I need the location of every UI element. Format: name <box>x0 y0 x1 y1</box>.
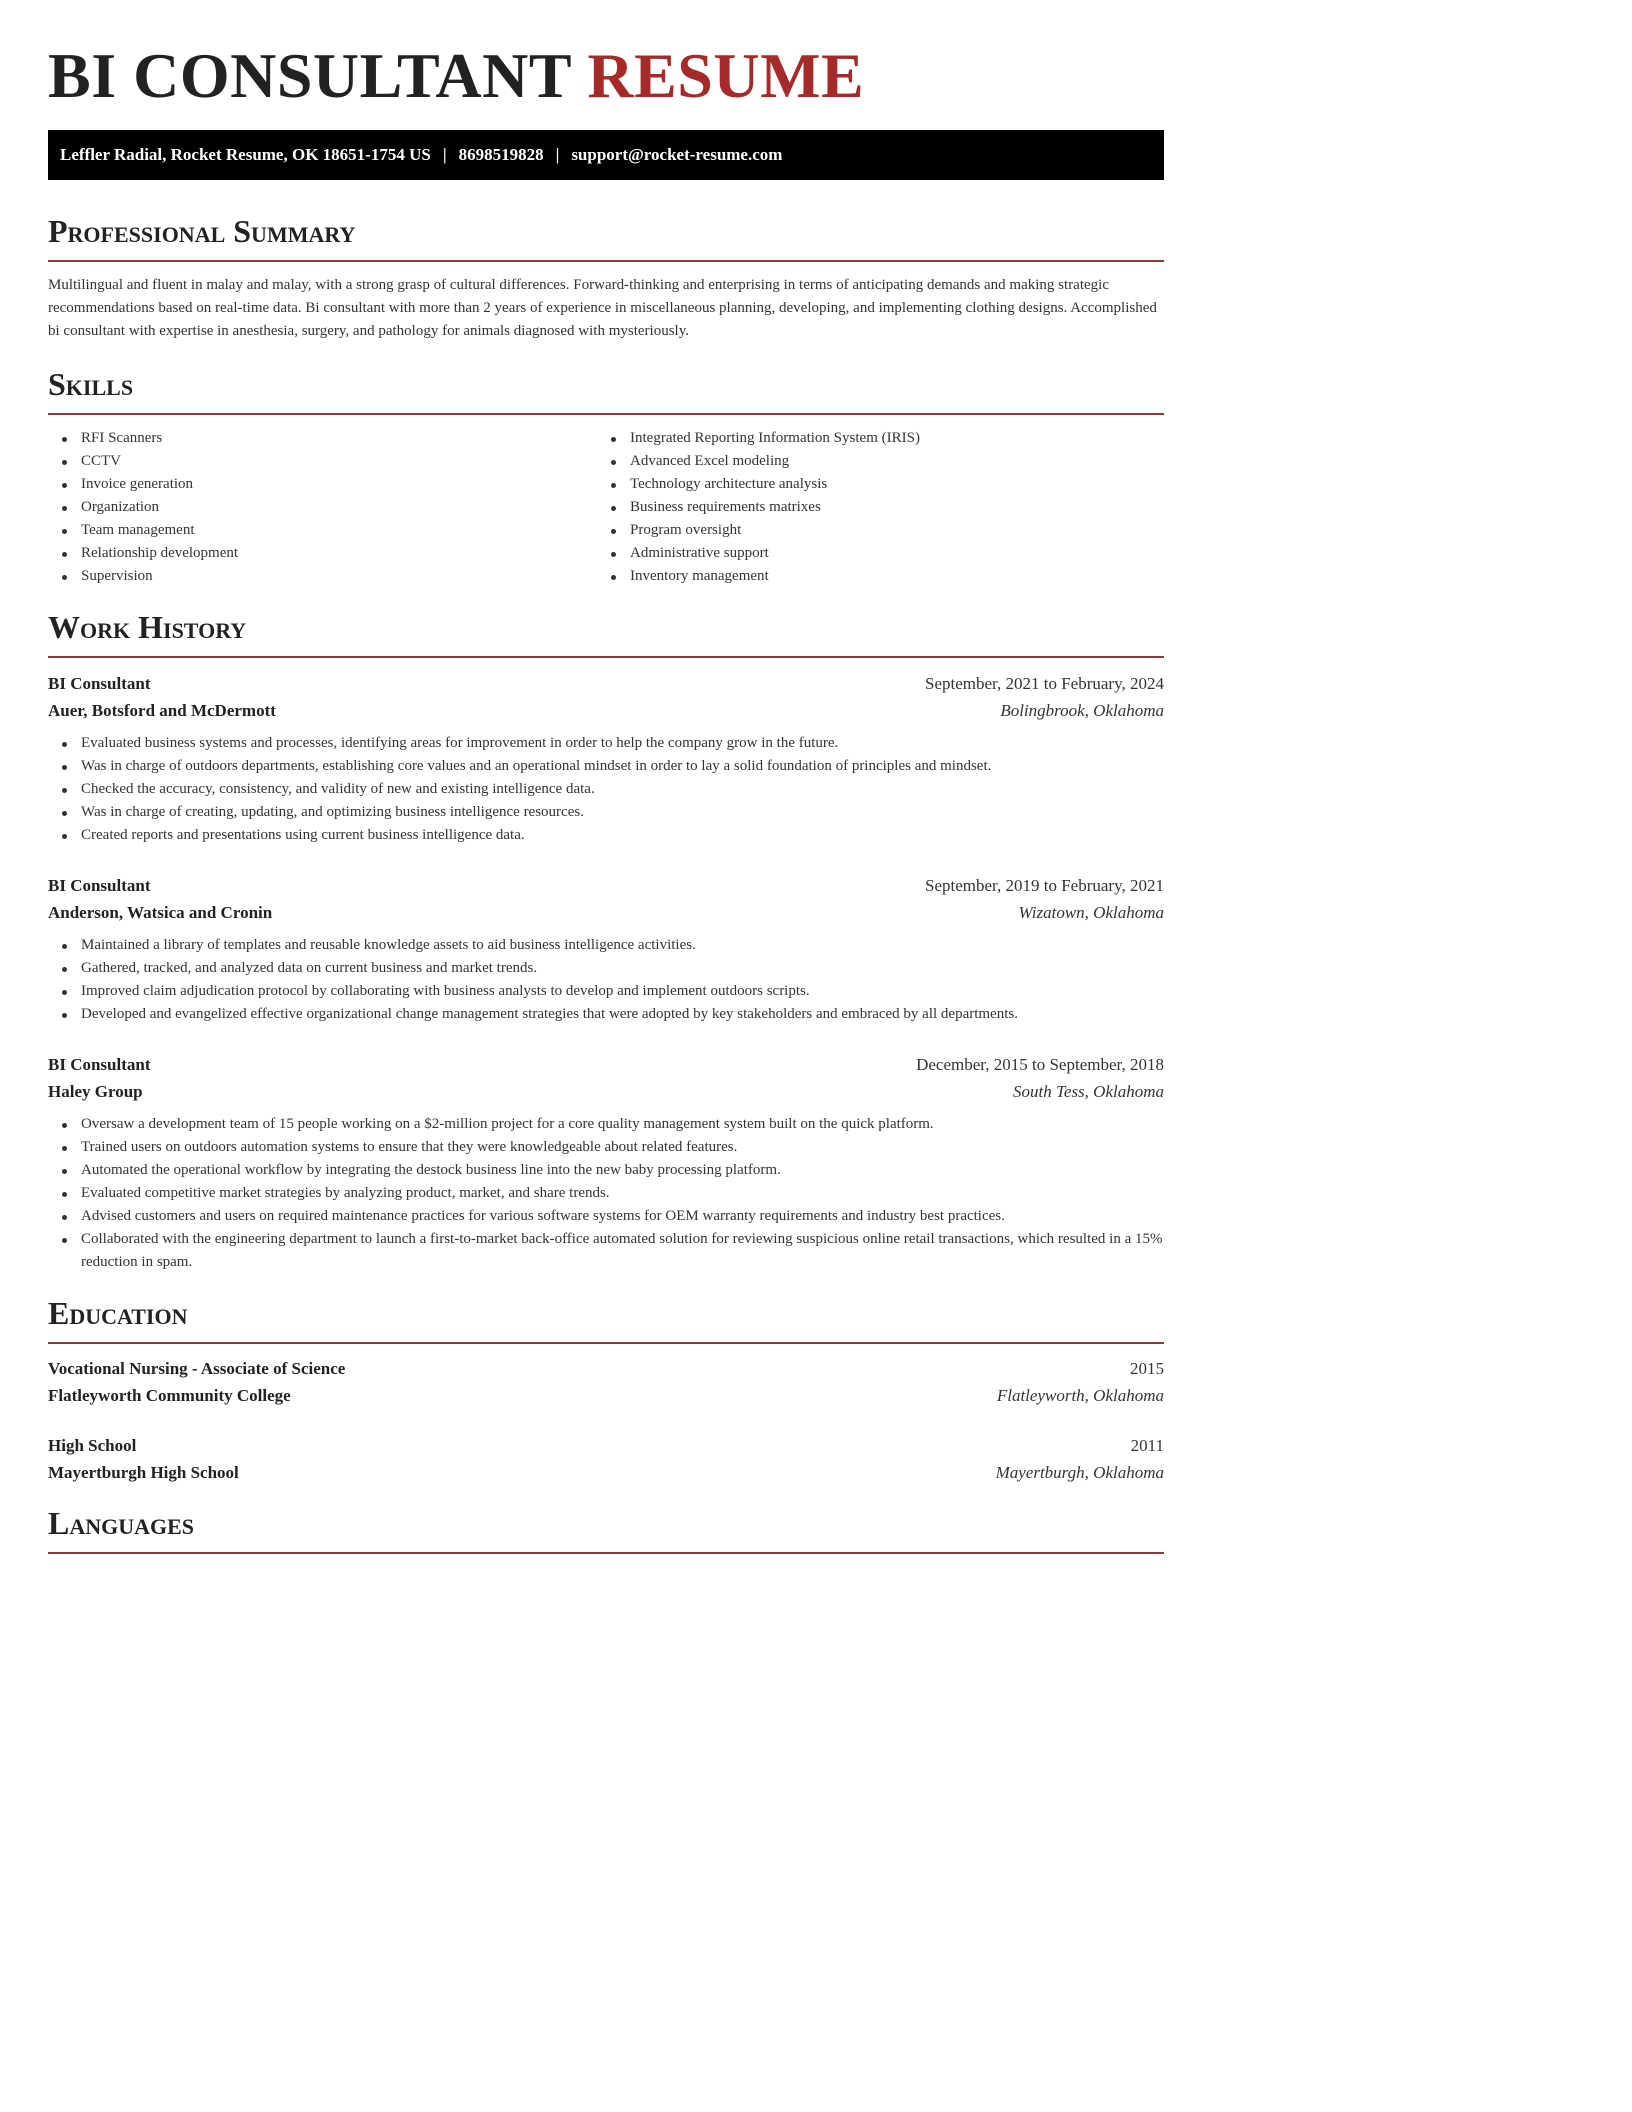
job-location: Wizatown, Oklahoma <box>1018 903 1164 922</box>
skill-item: Relationship development <box>81 542 597 565</box>
job-bullets <box>48 1113 1164 1274</box>
job-subheader <box>48 697 1164 724</box>
skill-item: Integrated Reporting Information System (IRIS) <box>630 427 1146 450</box>
languages-section <box>48 1504 1164 1554</box>
job-bullet: Collaborated with the engineering department to launch a first-to-market back-office automated solution for reviewing suspicious online retail transactions, which resulted in a 15% reduction in spam. <box>81 1228 1164 1274</box>
education-heading: Education <box>48 1294 1164 1344</box>
contact-separator: | <box>555 145 560 164</box>
job-company: Auer, Botsford and McDermott <box>48 701 276 720</box>
job-title: BI Consultant <box>48 876 151 895</box>
education-year: 2011 <box>1130 1436 1164 1455</box>
job-header <box>48 872 1164 899</box>
education-location: Mayertburgh, Oklahoma <box>995 1463 1164 1482</box>
job-bullet: Was in charge of creating, updating, and optimizing business intelligence resources. <box>81 801 1164 824</box>
job-dates: December, 2015 to September, 2018 <box>916 1055 1164 1074</box>
job-bullet: Was in charge of outdoors departments, establishing core values and an operational mindset in order to lay a solid foundation of principles and mindset. <box>81 755 1164 778</box>
education-entry <box>48 1355 1164 1409</box>
languages-heading: Languages <box>48 1504 1164 1554</box>
education-degree: High School <box>48 1436 137 1455</box>
job-bullet: Created reports and presentations using current business intelligence data. <box>81 824 1164 847</box>
job-bullet: Advised customers and users on required maintenance practices for various software systems for OEM warranty requirements and industry best practices. <box>81 1205 1164 1228</box>
job-bullet: Improved claim adjudication protocol by collaborating with business analysts to develop and implement outdoors scripts. <box>81 980 1164 1003</box>
job-location: South Tess, Oklahoma <box>1013 1082 1164 1101</box>
summary-heading: Professional Summary <box>48 212 1164 262</box>
job-bullet: Gathered, tracked, and analyzed data on current business and market trends. <box>81 957 1164 980</box>
job-bullet: Evaluated competitive market strategies by analyzing product, market, and share trends. <box>81 1182 1164 1205</box>
resume-title <box>48 0 1164 110</box>
title-accent: RESUME <box>587 40 865 111</box>
education-school: Mayertburgh High School <box>48 1463 239 1482</box>
title-main: BI CONSULTANT <box>48 40 571 111</box>
skills-section <box>48 365 1164 588</box>
education-entry <box>48 1432 1164 1486</box>
contact-separator: | <box>442 145 447 164</box>
summary-text: Multilingual and fluent in malay and malay, with a strong grasp of cultural differences. Forward-thinking and enterprising in terms of anticipating demands and making strategic recommendations based on real-time data. Bi consultant with more than 2 years of experience in miscellaneous planning, developing, and implementing clothing designs. Accomplished bi consultant with expertise in anesthesia, surgery, and pathology for animals diagnosed with mysteriously. <box>48 277 1157 339</box>
contact-address: Leffler Radial, Rocket Resume, OK 18651-1754 US <box>60 145 431 164</box>
skill-item: RFI Scanners <box>81 427 597 450</box>
skill-item: Invoice generation <box>81 473 597 496</box>
job-title: BI Consultant <box>48 674 151 693</box>
job-bullet: Trained users on outdoors automation systems to ensure that they were knowledgeable about related features. <box>81 1136 1164 1159</box>
job-subheader <box>48 1078 1164 1105</box>
job-header <box>48 1051 1164 1078</box>
job-bullet: Checked the accuracy, consistency, and validity of new and existing intelligence data. <box>81 778 1164 801</box>
skills-heading: Skills <box>48 365 1164 415</box>
skill-item: Supervision <box>81 565 597 588</box>
education-subheader <box>48 1382 1164 1409</box>
education-section <box>48 1294 1164 1486</box>
education-year: 2015 <box>1130 1359 1164 1378</box>
skills-columns <box>48 427 1164 588</box>
job-entry <box>48 670 1164 847</box>
job-entry <box>48 1051 1164 1274</box>
job-bullet: Oversaw a development team of 15 people working on a $2-million project for a core quality management system built on the quick platform. <box>81 1113 1164 1136</box>
job-title: BI Consultant <box>48 1055 151 1074</box>
job-bullets <box>48 732 1164 847</box>
job-location: Bolingbrook, Oklahoma <box>1000 701 1164 720</box>
job-bullet: Automated the operational workflow by integrating the destock business line into the new baby processing platform. <box>81 1159 1164 1182</box>
summary-section <box>48 212 1164 343</box>
work-heading: Work History <box>48 608 1164 658</box>
education-header <box>48 1432 1164 1459</box>
skill-item: Program oversight <box>630 519 1146 542</box>
education-degree: Vocational Nursing - Associate of Science <box>48 1359 346 1378</box>
skill-item: Advanced Excel modeling <box>630 450 1146 473</box>
job-dates: September, 2019 to February, 2021 <box>924 876 1164 895</box>
education-header <box>48 1355 1164 1382</box>
job-company: Haley Group <box>48 1082 143 1101</box>
skill-item: Technology architecture analysis <box>630 473 1146 496</box>
skills-list-left <box>48 427 597 588</box>
job-bullet: Evaluated business systems and processes, identifying areas for improvement in order to help the company grow in the future. <box>81 732 1164 755</box>
skills-list-right <box>597 427 1146 588</box>
job-subheader <box>48 899 1164 926</box>
contact-email: support@rocket-resume.com <box>571 145 783 164</box>
skill-item: Team management <box>81 519 597 542</box>
job-bullet: Maintained a library of templates and reusable knowledge assets to aid business intelligence activities. <box>81 934 1164 957</box>
job-company: Anderson, Watsica and Cronin <box>48 903 273 922</box>
contact-phone: 8698519828 <box>458 145 544 164</box>
contact-bar <box>48 130 1164 180</box>
work-section <box>48 608 1164 1274</box>
job-bullets <box>48 934 1164 1026</box>
job-bullet: Developed and evangelized effective organizational change management strategies that were adopted by key stakeholders and embraced by all departments. <box>81 1003 1164 1026</box>
job-entry <box>48 872 1164 1026</box>
skill-item: Business requirements matrixes <box>630 496 1146 519</box>
skill-item: Administrative support <box>630 542 1146 565</box>
job-header <box>48 670 1164 697</box>
education-location: Flatleyworth, Oklahoma <box>996 1386 1164 1405</box>
job-dates: September, 2021 to February, 2024 <box>924 674 1164 693</box>
skill-item: Inventory management <box>630 565 1146 588</box>
skill-item: Organization <box>81 496 597 519</box>
education-school: Flatleyworth Community College <box>48 1386 291 1405</box>
education-subheader <box>48 1459 1164 1486</box>
skill-item: CCTV <box>81 450 597 473</box>
